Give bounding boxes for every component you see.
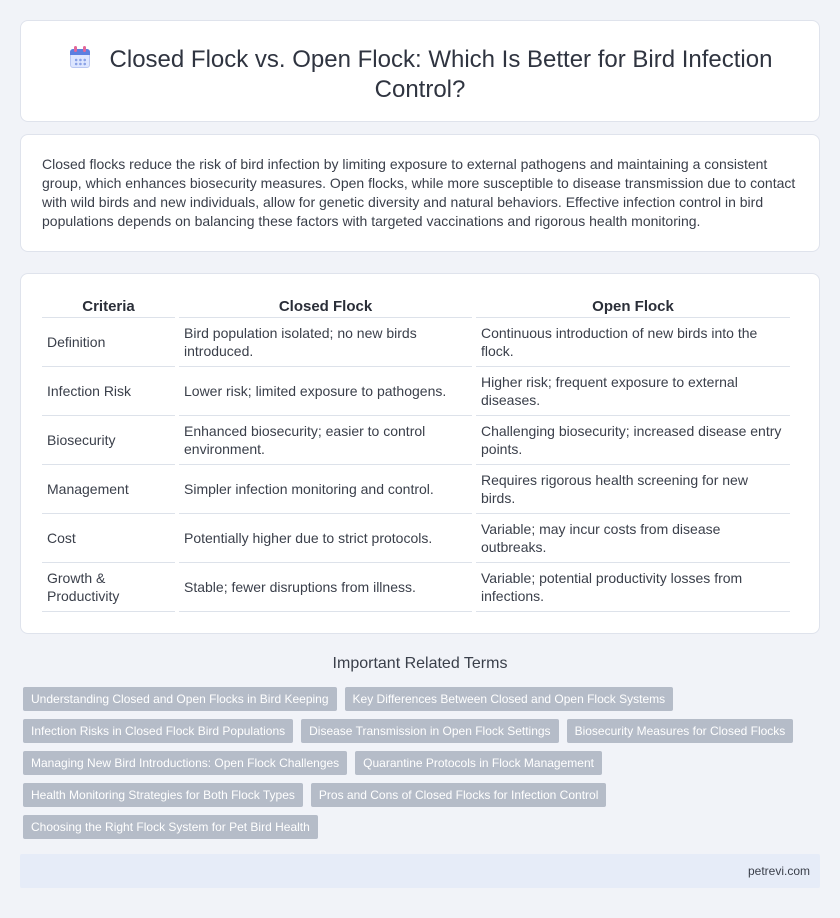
open-flock-cell: Challenging biosecurity; increased disease entry points.	[476, 416, 790, 465]
intro-card	[20, 134, 820, 252]
table-row	[42, 416, 790, 465]
intro-paragraph: Closed flocks reduce the risk of bird infection by limiting exposure to external pathogens and maintaining a consistent group, which enhances biosecurity measures. Open flocks, while more susceptible to disease transmission due to contact with wild birds and new individuals, allow for genetic diversity and natural behaviors. Effective infection control in bird populations depends on balancing these factors with targeted vaccinations and rigorous health monitoring.	[42, 156, 796, 229]
comparison-table-card	[20, 273, 820, 634]
tag-row	[23, 815, 813, 839]
related-term-tag[interactable]: Pros and Cons of Closed Flocks for Infection Control	[311, 783, 606, 807]
related-term-tag[interactable]: Disease Transmission in Open Flock Settings	[301, 719, 558, 743]
table-row	[42, 367, 790, 416]
related-term-tag[interactable]: Managing New Bird Introductions: Open Flock Challenges	[23, 751, 347, 775]
calendar-icon	[68, 46, 92, 70]
tag-row	[23, 719, 813, 743]
related-terms-title: Important Related Terms	[332, 655, 508, 672]
open-flock-cell: Variable; may incur costs from disease outbreaks.	[476, 514, 790, 563]
closed-flock-cell: Bird population isolated; no new birds introduced.	[179, 318, 472, 367]
closed-flock-cell: Lower risk; limited exposure to pathogens.	[179, 367, 472, 416]
header-open-flock: Open Flock	[476, 296, 790, 318]
criteria-cell: Cost	[42, 514, 175, 563]
related-term-tag[interactable]: Choosing the Right Flock System for Pet Bird Health	[23, 815, 318, 839]
criteria-cell: Biosecurity	[42, 416, 175, 465]
header-card	[20, 20, 820, 122]
criteria-cell: Growth & Productivity	[42, 563, 175, 612]
open-flock-cell: Higher risk; frequent exposure to external diseases.	[476, 367, 790, 416]
tag-row	[23, 751, 813, 775]
table-row	[42, 318, 790, 367]
related-term-tag[interactable]: Key Differences Between Closed and Open Flock Systems	[345, 687, 674, 711]
related-term-tag[interactable]: Biosecurity Measures for Closed Flocks	[567, 719, 794, 743]
page-title	[21, 45, 819, 105]
footer	[20, 854, 820, 888]
header-closed-flock: Closed Flock	[179, 296, 472, 318]
closed-flock-cell: Stable; fewer disruptions from illness.	[179, 563, 472, 612]
footer-site-link[interactable]: petrevi.com	[747, 864, 810, 878]
tag-row	[23, 783, 813, 807]
header-criteria: Criteria	[42, 296, 175, 318]
page-title-text: Closed Flock vs. Open Flock: Which Is Better for Bird Infection Control?	[109, 46, 773, 103]
table-row	[42, 514, 790, 563]
criteria-cell: Infection Risk	[42, 367, 175, 416]
tag-row	[23, 687, 813, 711]
closed-flock-cell: Potentially higher due to strict protocols.	[179, 514, 472, 563]
related-terms-list	[23, 687, 813, 847]
comparison-table	[38, 296, 794, 612]
closed-flock-cell: Simpler infection monitoring and control.	[179, 465, 472, 514]
closed-flock-cell: Enhanced biosecurity; easier to control environment.	[179, 416, 472, 465]
table-row	[42, 465, 790, 514]
table-header-row	[42, 296, 790, 318]
open-flock-cell: Requires rigorous health screening for new birds.	[476, 465, 790, 514]
related-term-tag[interactable]: Infection Risks in Closed Flock Bird Populations	[23, 719, 293, 743]
criteria-cell: Management	[42, 465, 175, 514]
related-term-tag[interactable]: Health Monitoring Strategies for Both Flock Types	[23, 783, 303, 807]
related-term-tag[interactable]: Quarantine Protocols in Flock Management	[355, 751, 602, 775]
criteria-cell: Definition	[42, 318, 175, 367]
open-flock-cell: Variable; potential productivity losses from infections.	[476, 563, 790, 612]
related-term-tag[interactable]: Understanding Closed and Open Flocks in Bird Keeping	[23, 687, 337, 711]
open-flock-cell: Continuous introduction of new birds into the flock.	[476, 318, 790, 367]
table-row	[42, 563, 790, 612]
